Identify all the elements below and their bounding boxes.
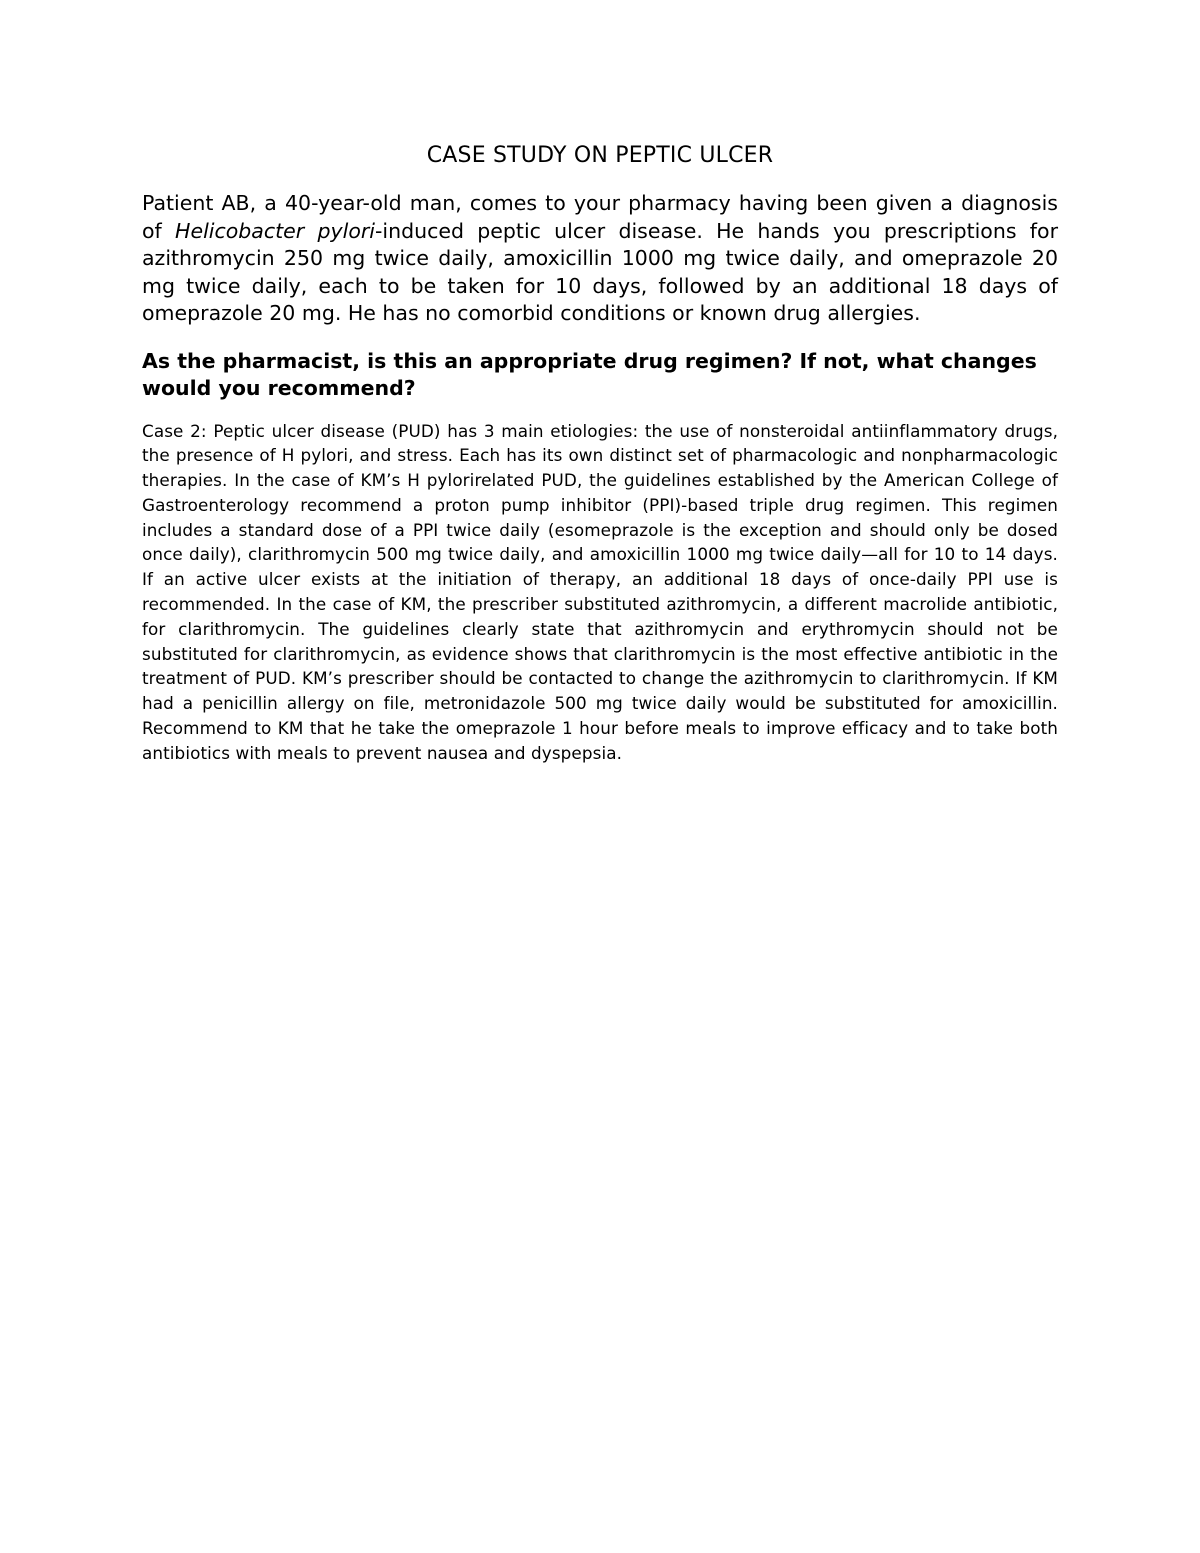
intro-text-part1: Patient AB, a 40-year-old man, comes to your pharmacy having been given a diagnosis of <box>142 191 1058 243</box>
intro-italic-organism: Helicobacter pylori <box>175 218 375 243</box>
document-page <box>142 140 1058 766</box>
case-question: As the pharmacist, is this an appropriate drug regimen? If not, what changes would you recommend? <box>142 348 1037 400</box>
case-answer-paragraph: Case 2: Peptic ulcer disease (PUD) has 3 main etiologies: the use of nonsteroidal antiinflammatory drugs, the presence of H pylori, and stress. Each has its own distinct set of pharmacologic and nonpharmacologic therapies. In the case of KM’s H pylorirelated PUD, the guidelines established by the American College of Gastroenterology recommend a proton pump inhibitor (PPI)-based triple drug regimen. This regimen includes a standard dose of a PPI twice daily (esomeprazole is the exception and should only be dosed once daily), clarithromycin 500 mg twice daily, and amoxicillin 1000 mg twice daily—all for 10 to 14 days. If an active ulcer exists at the initiation of therapy, an additional 18 days of once-daily PPI use is recommended. In the case of KM, the prescriber substituted azithromycin, a different macrolide antibiotic, for clarithromycin. The guidelines clearly state that azithromycin and erythromycin should not be substituted for clarithromycin, as evidence shows that clarithromycin is the most effective antibiotic in the treatment of PUD. KM’s prescriber should be contacted to change the azithromycin to clarithromycin. If KM had a penicillin allergy on file, metronidazole 500 mg twice daily would be substituted for amoxicillin. Recommend to KM that he take the omeprazole 1 hour before meals to improve efficacy and to take both antibiotics with meals to prevent nausea and dyspepsia. <box>142 420 1058 763</box>
case-intro-paragraph <box>142 190 1058 328</box>
document-title: CASE STUDY ON PEPTIC ULCER <box>426 143 774 168</box>
intro-text-part2: -induced peptic ulcer disease. He hands you prescriptions for azithromycin 250 mg twice daily, amoxicillin 1000 mg twice daily, and omeprazole 20 mg twice daily, each to be taken for 10 days, followed by an additional 18 days of omeprazole 20 mg. He has no comorbid conditions or known drug allergies. <box>142 218 1058 325</box>
